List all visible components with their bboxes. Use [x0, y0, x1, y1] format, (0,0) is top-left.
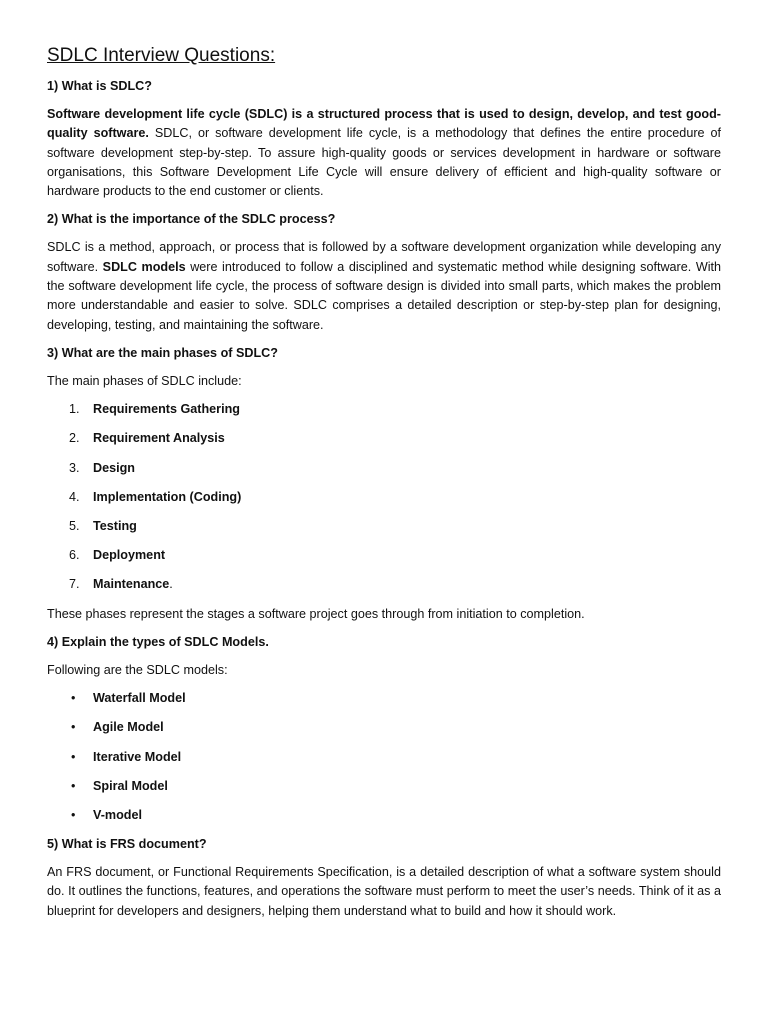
list-item	[47, 429, 721, 448]
list-item-label: Requirement Analysis	[93, 431, 225, 446]
question-1: 1) What is SDLC?	[47, 79, 152, 93]
list-item	[47, 488, 721, 507]
question-2: 2) What is the importance of the SDLC process?	[47, 212, 336, 227]
list-item-tail: .	[169, 577, 173, 592]
question-4: 4) Explain the types of SDLC Models.	[47, 634, 269, 649]
answer-3-intro: The main phases of SDLC include:	[47, 373, 242, 388]
list-item	[47, 546, 721, 565]
list-item-label: V-model	[93, 807, 142, 822]
models-list	[47, 689, 721, 825]
list-item	[47, 459, 721, 478]
list-item-label: Testing	[93, 519, 137, 534]
answer-2-bold-mid: SDLC models	[102, 259, 186, 274]
page-title: SDLC Interview Questions:	[47, 45, 276, 66]
list-number: 6.	[69, 548, 80, 563]
answer-1	[47, 105, 721, 201]
list-item	[47, 806, 721, 825]
bullet-icon: •	[71, 807, 76, 822]
bullet-icon: •	[71, 778, 76, 793]
bullet-icon: •	[71, 720, 76, 735]
bullet-icon: •	[71, 691, 76, 706]
list-item-label: Maintenance	[93, 577, 170, 592]
answer-2-text-b: were introduced to follow a disciplined and systematic method while designing software. With the software development life cycle, the process of software design is divided into small parts, which makes the problem more understandable and easier to solve. SDLC comprises a detailed description or step-by-step plan for designing, developing, testing, and maintaining the software.	[47, 259, 722, 332]
phases-list	[47, 400, 721, 594]
list-item-label: Deployment	[93, 548, 166, 563]
answer-1-bold-lead: Software development life cycle (SDLC) is a structured process that is used to design, develop, and test good-quality software.	[47, 107, 721, 141]
answer-3-outro: These phases represent the stages a software project goes through from initiation to completion.	[47, 606, 585, 621]
bullet-icon: •	[71, 749, 76, 764]
list-number: 2.	[69, 431, 80, 446]
question-3: 3) What are the main phases of SDLC?	[47, 345, 278, 360]
list-number: 7.	[69, 577, 80, 592]
list-item-label: Iterative Model	[93, 749, 182, 764]
list-item-label: Implementation (Coding)	[93, 489, 242, 504]
question-5: 5) What is FRS document?	[47, 837, 207, 852]
list-item	[47, 400, 721, 419]
list-item-label: Spiral Model	[93, 778, 168, 793]
list-item-label: Requirements Gathering	[93, 402, 240, 417]
answer-5: An FRS document, or Functional Requirements Specification, is a detailed description of what a software system should do. It outlines the functions, features, and operations the software must perform to meet the user’s needs. Think of it as a blueprint for developers and designers, helping them understand what to build and how it should work.	[47, 865, 721, 918]
list-item-label: Agile Model	[93, 720, 164, 735]
list-item-label: Waterfall Model	[93, 691, 186, 706]
list-number: 3.	[69, 460, 80, 475]
list-item	[47, 575, 721, 594]
list-number: 4.	[69, 489, 80, 504]
list-number: 5.	[69, 519, 80, 534]
answer-1-text: SDLC, or software development life cycle, is a methodology that defines the entire procedure of software development step-by-step. To assure high-quality goods or services development in hardware or software organisations, this Software Development Life Cycle will ensure delivery of efficient and high-quality software or hardware products to the end customer or clients.	[47, 126, 722, 199]
list-item	[47, 748, 721, 767]
list-item	[47, 517, 721, 536]
list-item	[47, 777, 721, 796]
answer-2-text-a: SDLC is a method, approach, or process that is followed by a software development organization while developing any software.	[47, 240, 721, 274]
answer-4-intro: Following are the SDLC models:	[47, 662, 228, 677]
list-item	[47, 718, 721, 737]
list-number: 1.	[69, 402, 80, 417]
list-item	[47, 689, 721, 708]
list-item-label: Design	[93, 460, 135, 475]
answer-2	[47, 238, 721, 334]
